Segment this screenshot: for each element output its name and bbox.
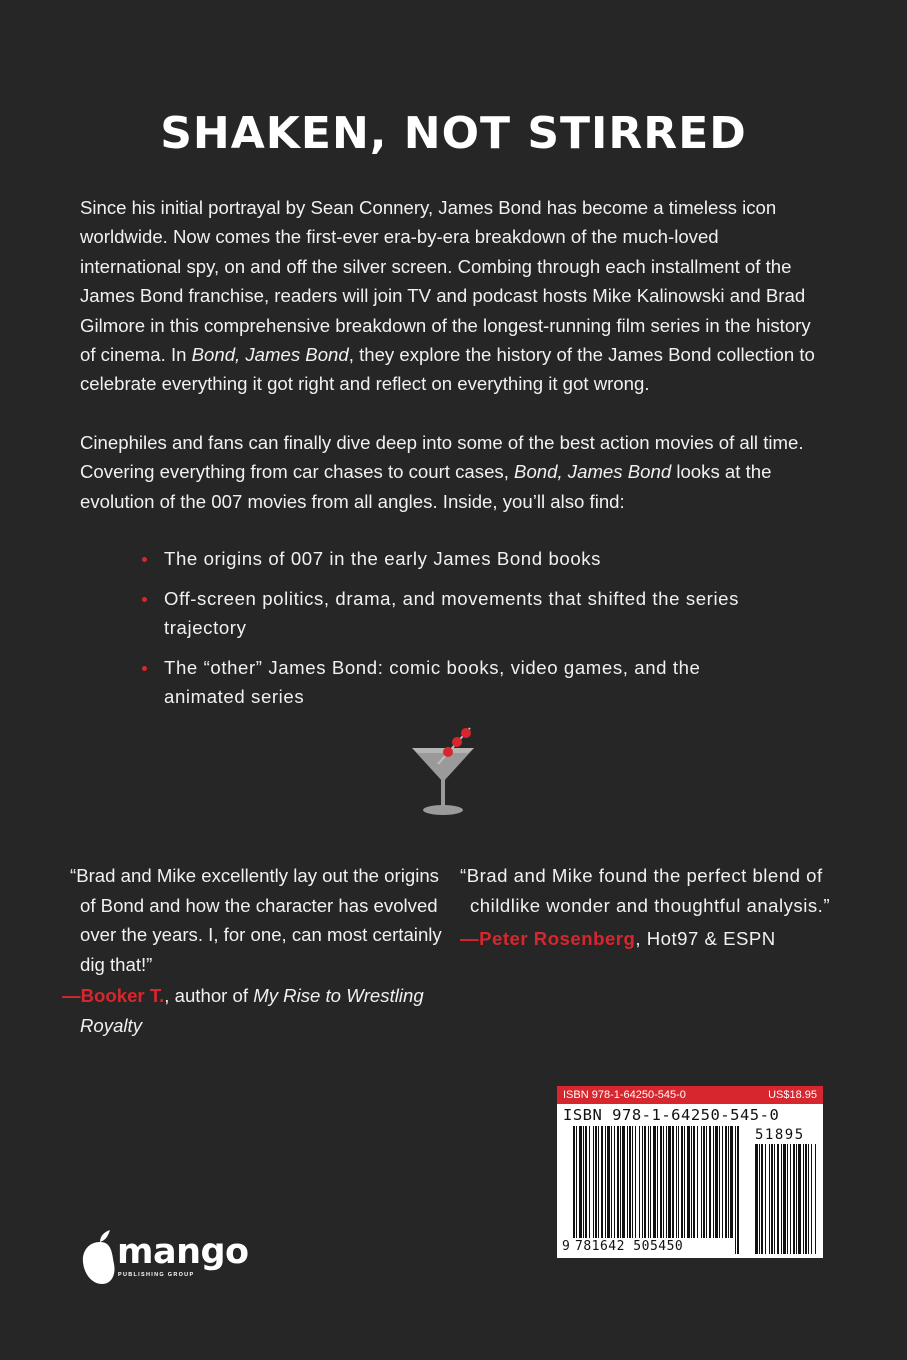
testimonial-text: “Brad and Mike excellently lay out the origins of Bond and how the character has evolved over the years. I, for one, can most certainly dig that!”	[70, 865, 442, 975]
book-title-italic: Bond, James Bond	[191, 344, 349, 366]
barcode-addon-bar	[805, 1144, 807, 1254]
barcode-bar	[676, 1126, 677, 1238]
barcode-bar	[660, 1126, 662, 1238]
barcode-digits: 781642 505450	[575, 1239, 684, 1254]
barcode-addon-bar	[774, 1144, 775, 1254]
testimonial-attribution: —Peter Rosenberg, Hot97 & ESPN	[460, 928, 776, 950]
feature-list	[140, 544, 780, 722]
barcode-addon-bar	[761, 1144, 763, 1254]
barcode-bar	[697, 1126, 698, 1238]
testimonial-booker-t	[62, 861, 450, 1041]
barcode-bar	[632, 1126, 633, 1238]
barcode-addon-bar	[765, 1144, 766, 1254]
barcode-bar	[684, 1126, 685, 1238]
barcode-bar	[593, 1126, 594, 1238]
barcode-bar	[650, 1126, 651, 1238]
barcode-addon-bar	[803, 1144, 804, 1254]
bullet-dot-icon	[142, 597, 147, 602]
publisher-tagline: PUBLISHING GROUP	[118, 1272, 195, 1278]
barcode-addon-bar	[769, 1144, 770, 1254]
book-title-italic: Bond, James Bond	[514, 461, 672, 483]
barcode-bar	[693, 1126, 695, 1238]
barcode-addon-bar	[793, 1144, 795, 1254]
barcode-bar	[691, 1126, 692, 1238]
testimonial-peter-rosenberg	[460, 861, 840, 954]
barcode-bar	[715, 1126, 718, 1238]
barcode-bar	[653, 1126, 656, 1238]
list-item: The “other” James Bond: comic books, video games, and the animated series	[140, 653, 780, 712]
barcode-bar	[666, 1126, 667, 1238]
barcode-bar	[605, 1126, 606, 1238]
barcode-bar	[576, 1126, 577, 1238]
barcode-bar	[709, 1126, 711, 1238]
barcode-bar	[622, 1126, 625, 1238]
list-item: Off-screen politics, drama, and movements that shifted the series trajectory	[140, 584, 780, 643]
barcode-bar	[579, 1126, 582, 1238]
barcode-addon-bar	[755, 1144, 758, 1254]
barcode-bar	[663, 1126, 664, 1238]
barcode-bar	[617, 1126, 619, 1238]
barcode-bar	[644, 1126, 646, 1238]
testimonial-attribution: —Booker T., author of My Rise to Wrestling Royalty	[62, 985, 424, 1036]
barcode-bar	[681, 1126, 683, 1238]
barcode-addon-bar	[777, 1144, 779, 1254]
barcode-addon-bar	[798, 1144, 801, 1254]
barcode-bar	[706, 1126, 707, 1238]
barcode-addon-bar	[790, 1144, 791, 1254]
barcode-addon-bar	[759, 1144, 760, 1254]
barcode-graphic	[561, 1126, 819, 1254]
barcode-addon-bar	[796, 1144, 797, 1254]
description-paragraph-2: Cinephiles and fans can finally dive deep into some of the best action movies of all time. Covering everything from car chases to court cases, Bond, James Bond looks at the evolution of the 007 movies from all angles. Inside, you’ll also find:	[80, 432, 804, 512]
barcode-bar	[601, 1126, 603, 1238]
testimonial-text: “Brad and Mike found the perfect blend of childlike wonder and thoughtful analysis.”	[460, 865, 831, 916]
barcode-bar	[713, 1126, 714, 1238]
barcode-bar	[735, 1126, 736, 1254]
barcode-bar	[687, 1126, 690, 1238]
barcode-bar	[678, 1126, 679, 1238]
barcode-bar	[668, 1126, 671, 1238]
barcode-addon-bar	[808, 1144, 809, 1254]
barcode-bar	[725, 1126, 727, 1238]
barcode-bar	[589, 1126, 590, 1238]
barcode-bar	[703, 1126, 705, 1238]
barcode-bar	[620, 1126, 621, 1238]
barcode-addon-bar	[787, 1144, 788, 1254]
barcode-bar	[573, 1126, 575, 1254]
barcode-bar	[627, 1126, 628, 1238]
barcode-addon-bar	[783, 1144, 786, 1254]
barcode-bar	[642, 1126, 643, 1238]
barcode-bar	[607, 1126, 610, 1238]
list-item: The origins of 007 in the early James Bond books	[140, 544, 780, 574]
barcode-prefix-digit: 9	[562, 1239, 570, 1254]
barcode-addon-digits: 51895	[755, 1127, 805, 1143]
isbn-text: ISBN 978-1-64250-545-0	[563, 1106, 780, 1124]
barcode-bar	[585, 1126, 587, 1238]
barcode-bar	[701, 1126, 702, 1238]
barcode-bar	[598, 1126, 599, 1238]
barcode-bar	[595, 1126, 597, 1238]
martini-glass-icon	[408, 722, 478, 818]
barcode-bar	[672, 1126, 674, 1238]
barcode-addon-bar	[815, 1144, 816, 1254]
barcode-bar	[722, 1126, 723, 1238]
barcode-addon-bar	[781, 1144, 782, 1254]
isbn-price-strip: ISBN 978-1-64250-545-0 US$18.95	[557, 1086, 823, 1104]
cover-headline: SHAKEN, NOT STIRRED	[160, 108, 747, 159]
barcode-bar	[614, 1126, 615, 1238]
barcode-bar	[629, 1126, 631, 1238]
barcode-bar	[611, 1126, 612, 1238]
barcode-addon-bar	[771, 1144, 773, 1254]
barcode-addon-bar	[811, 1144, 812, 1254]
barcode-bar	[719, 1126, 720, 1238]
publisher-name: mango	[117, 1232, 249, 1272]
barcode-bar	[730, 1126, 733, 1238]
barcode-bar	[583, 1126, 584, 1238]
barcode-bar	[728, 1126, 729, 1238]
barcode-bar	[639, 1126, 640, 1238]
barcode-bar	[657, 1126, 658, 1254]
barcode-bar	[648, 1126, 649, 1238]
barcode-label	[557, 1086, 823, 1258]
description-paragraph-1: Since his initial portrayal by Sean Connery, James Bond has become a timeless icon worldwide. Now comes the first-ever era-by-era breakdown of the much-loved international spy, on and off the silver screen. Combing through each installment of the James Bond franchise, readers will join TV and podcast hosts Mike Kalinowski and Brad Gilmore in this comprehensive breakdown of the longest-running film series in the history of cinema. In Bond, James Bond, they explore the history of the James Bond collection to celebrate everything it got right and reflect on everything it got wrong.	[80, 197, 815, 395]
barcode-bar	[635, 1126, 636, 1238]
barcode-bar	[737, 1126, 739, 1254]
bullet-dot-icon	[142, 557, 147, 562]
bullet-dot-icon	[142, 666, 147, 671]
